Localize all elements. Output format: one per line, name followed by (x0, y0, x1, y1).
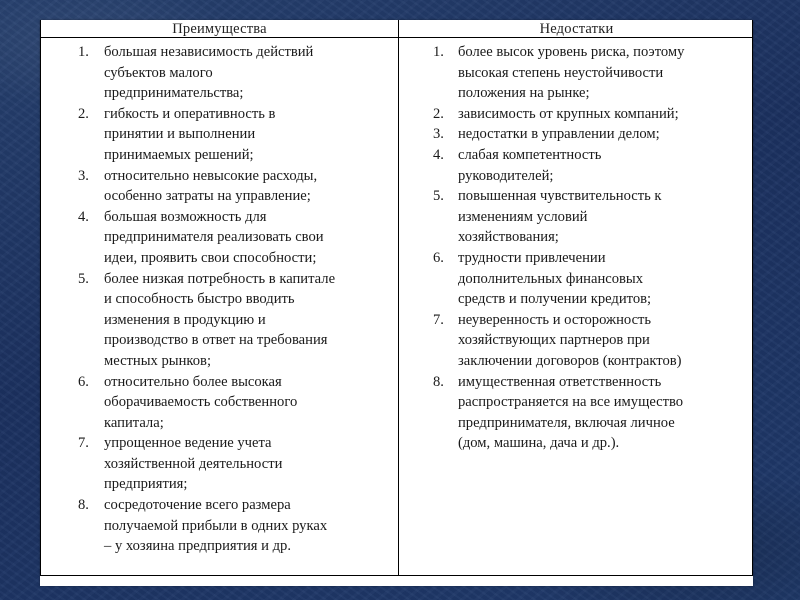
disadvantage-item (399, 310, 754, 372)
disadvantage-item-number: 4. (433, 146, 444, 163)
disadvantage-item-number: 6. (433, 249, 444, 266)
disadvantage-item-line: имущественная ответственность (458, 373, 662, 390)
advantage-item-text (104, 166, 398, 207)
advantage-item-line: изменения в продукцию и (104, 311, 266, 328)
advantage-item-number: 8. (78, 497, 89, 514)
advantages-column (41, 42, 398, 557)
advantage-item-line: местных рынков; (104, 352, 211, 369)
advantage-item-line: принятии и выполнении (104, 126, 256, 143)
advantage-item-text (104, 104, 398, 166)
advantage-item-text (104, 372, 398, 434)
advantage-item-line: получаемой прибыли в одних руках (104, 517, 328, 534)
advantage-item-line: предприятия; (104, 476, 188, 493)
advantage-item-number: 2. (78, 105, 89, 122)
advantage-item-text (104, 269, 398, 372)
document-sheet (40, 20, 753, 586)
advantage-item-line: идеи, проявить свои способности; (104, 249, 317, 266)
disadvantage-item-line: недостатки в управлении делом; (458, 126, 660, 143)
advantage-item-text (104, 433, 398, 495)
disadvantage-item (399, 186, 754, 248)
disadvantage-item-number: 3. (433, 126, 444, 143)
advantage-item-text (104, 495, 398, 557)
disadvantage-item-line: предпринимателя, включая личное (458, 414, 675, 431)
advantage-item-line: принимаемых решений; (104, 146, 254, 163)
disadvantage-item-line: руководителей; (458, 167, 554, 184)
advantage-item-line: субъектов малого (104, 64, 213, 81)
disadvantage-item-text (458, 124, 754, 145)
disadvantages-header: Недостатки (539, 21, 614, 37)
advantage-item (41, 207, 398, 269)
disadvantage-item-line: изменениям условий (458, 208, 588, 225)
advantage-item (41, 495, 398, 557)
advantage-item (41, 104, 398, 166)
advantage-item-line: капитала; (104, 414, 164, 431)
advantage-item-number: 4. (78, 208, 89, 225)
disadvantage-item (399, 42, 754, 104)
table-header-row (41, 20, 752, 38)
disadvantage-item-line: распространяется на все имущество (458, 394, 684, 411)
advantage-item (41, 433, 398, 495)
advantage-item-number: 3. (78, 167, 89, 184)
advantage-item-line: гибкость и оперативность в (104, 105, 276, 122)
advantage-item (41, 372, 398, 434)
disadvantage-item-number: 7. (433, 311, 444, 328)
advantage-item-line: хозяйственной деятельности (104, 455, 283, 472)
disadvantage-item-line: высокая степень неустойчивости (458, 64, 664, 81)
disadvantage-item-line: неуверенность и осторожность (458, 311, 652, 328)
disadvantage-item-line: хозяйствования; (458, 229, 559, 246)
disadvantage-item (399, 104, 754, 125)
advantage-item-line: оборачиваемость собственного (104, 394, 298, 411)
disadvantages-column (399, 42, 754, 454)
advantage-item-number: 5. (78, 270, 89, 287)
disadvantage-item-text (458, 372, 754, 454)
advantage-item-line: большая независимость действий (104, 44, 314, 60)
disadvantage-item-text (458, 104, 754, 125)
advantage-item-text (104, 42, 398, 104)
advantage-item-line: предпринимателя реализовать свои (104, 229, 324, 246)
disadvantage-item (399, 372, 754, 454)
advantage-item (41, 269, 398, 372)
advantage-item-line: относительно невысокие расходы, (104, 167, 318, 184)
advantage-item-line: предпринимательства; (104, 85, 244, 102)
comparison-table (40, 20, 753, 576)
advantage-item (41, 42, 398, 104)
advantage-item-number: 1. (78, 44, 89, 60)
advantage-item (41, 166, 398, 207)
disadvantage-item (399, 124, 754, 145)
advantage-item-line: – у хозяина предприятия и др. (104, 538, 291, 555)
disadvantage-item-number: 1. (433, 44, 444, 60)
disadvantage-item-line: положения на рынке; (458, 85, 590, 102)
advantage-item-line: сосредоточение всего размера (104, 497, 291, 514)
disadvantage-item-line: заключении договоров (контрактов) (458, 352, 682, 369)
disadvantage-item-text (458, 42, 754, 104)
advantage-item-line: большая возможность для (104, 208, 267, 225)
disadvantage-item-number: 2. (433, 105, 444, 122)
advantage-item-text (104, 207, 398, 269)
disadvantage-item-line: слабая компетентность (458, 146, 602, 163)
disadvantage-item-text (458, 186, 754, 248)
disadvantage-item-line: трудности привлечении (458, 249, 606, 266)
advantage-item-line: упрощенное ведение учета (104, 435, 272, 452)
advantage-item-line: относительно более высокая (104, 373, 282, 390)
disadvantage-item (399, 145, 754, 186)
disadvantage-item (399, 248, 754, 310)
advantage-item-line: и способность быстро вводить (104, 291, 295, 308)
disadvantage-item-line: зависимость от крупных компаний; (458, 105, 679, 122)
advantage-item-line: производство в ответ на требования (104, 332, 328, 349)
disadvantage-item-text (458, 248, 754, 310)
advantage-item-line: особенно затраты на управление; (104, 188, 311, 205)
disadvantage-item-line: дополнительных финансовых (458, 270, 644, 287)
advantages-header: Преимущества (172, 21, 267, 37)
disadvantage-item-text (458, 310, 754, 372)
advantage-item-number: 6. (78, 373, 89, 390)
disadvantage-item-line: (дом, машина, дача и др.). (458, 435, 620, 452)
disadvantage-item-number: 5. (433, 188, 444, 205)
disadvantage-item-text (458, 145, 754, 186)
disadvantage-item-line: повышенная чувствительность к (458, 188, 662, 205)
disadvantage-item-line: хозяйствующих партнеров при (458, 332, 650, 349)
disadvantage-item-line: средств и получении кредитов; (458, 291, 652, 308)
advantage-item-number: 7. (78, 435, 89, 452)
disadvantage-item-number: 8. (433, 373, 444, 390)
disadvantage-item-line: более высок уровень риска, поэтому (458, 44, 685, 60)
advantage-item-line: более низкая потребность в капитале (104, 270, 336, 287)
